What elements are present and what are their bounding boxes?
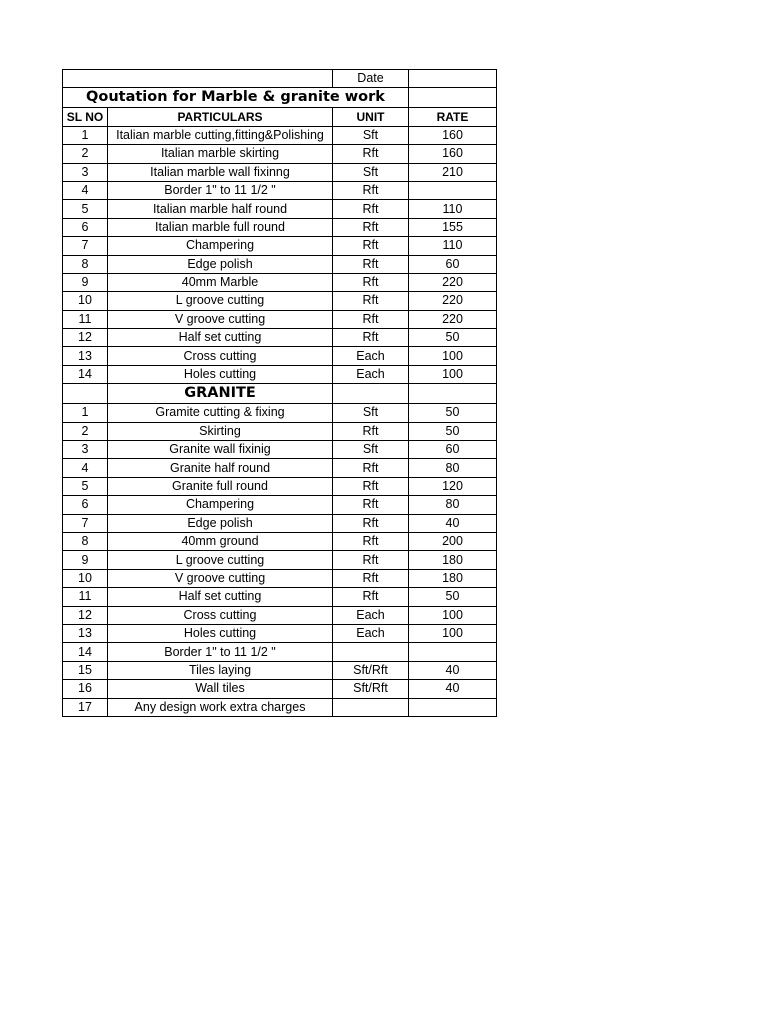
unit-cell[interactable]: Rft	[333, 273, 409, 291]
unit-cell[interactable]: Rft	[333, 292, 409, 310]
particular-cell[interactable]: Italian marble wall fixinng	[108, 163, 333, 181]
granite-heading-row	[63, 384, 497, 404]
rate-cell[interactable]: 60	[409, 255, 497, 273]
rate-cell[interactable]: 50	[409, 588, 497, 606]
table-row	[63, 477, 497, 495]
unit-cell[interactable]: Sft/Rft	[333, 680, 409, 698]
table-row	[63, 292, 497, 310]
unit-cell[interactable]: Rft	[333, 145, 409, 163]
particular-cell[interactable]: Cross cutting	[108, 347, 333, 365]
sl-no-cell[interactable]: 1	[63, 126, 108, 144]
table-row	[63, 422, 497, 440]
table-row	[63, 588, 497, 606]
unit-cell[interactable]: Rft	[333, 588, 409, 606]
sl-no-cell[interactable]: 8	[63, 255, 108, 273]
particular-cell[interactable]: Tiles laying	[108, 661, 333, 679]
unit-cell[interactable]: Rft	[333, 422, 409, 440]
column-header-row	[63, 108, 497, 126]
table-row	[63, 237, 497, 255]
table-row	[63, 365, 497, 383]
header-unit: UNIT	[333, 108, 409, 126]
particular-cell[interactable]: V groove cutting	[108, 569, 333, 587]
sl-no-cell[interactable]: 10	[63, 569, 108, 587]
date-row	[63, 70, 497, 88]
particular-cell[interactable]: Italian marble full round	[108, 218, 333, 236]
particular-cell[interactable]: Wall tiles	[108, 680, 333, 698]
table-row	[63, 255, 497, 273]
particular-cell[interactable]: Edge polish	[108, 514, 333, 532]
rate-cell[interactable]: 100	[409, 365, 497, 383]
table-row	[63, 514, 497, 532]
unit-cell[interactable]	[333, 698, 409, 716]
table-row	[63, 310, 497, 328]
granite-heading-blank-cell[interactable]	[63, 384, 108, 404]
table-row	[63, 273, 497, 291]
rate-cell[interactable]: 160	[409, 145, 497, 163]
rate-cell[interactable]: 60	[409, 441, 497, 459]
header-sl-no: SL NO	[63, 108, 108, 126]
rate-cell[interactable]: 50	[409, 404, 497, 422]
particular-cell[interactable]: Edge polish	[108, 255, 333, 273]
table-row	[63, 698, 497, 716]
unit-cell[interactable]: Sft	[333, 163, 409, 181]
sl-no-cell[interactable]: 9	[63, 273, 108, 291]
sl-no-cell[interactable]: 13	[63, 624, 108, 642]
date-label: Date	[333, 70, 409, 88]
particular-cell[interactable]: 40mm Marble	[108, 273, 333, 291]
particular-cell[interactable]: Italian marble half round	[108, 200, 333, 218]
date-value-cell[interactable]	[409, 70, 497, 88]
particular-cell[interactable]: Any design work extra charges	[108, 698, 333, 716]
particular-cell[interactable]: Champering	[108, 237, 333, 255]
sl-no-cell[interactable]: 4	[63, 181, 108, 199]
unit-cell[interactable]: Rft	[333, 569, 409, 587]
sl-no-cell[interactable]: 7	[63, 514, 108, 532]
rate-cell[interactable]: 40	[409, 514, 497, 532]
unit-cell[interactable]: Rft	[333, 514, 409, 532]
sl-no-cell[interactable]: 3	[63, 441, 108, 459]
rate-cell[interactable]: 110	[409, 200, 497, 218]
particular-cell[interactable]: L groove cutting	[108, 292, 333, 310]
unit-cell[interactable]: Rft	[333, 459, 409, 477]
quotation-title: Qoutation for Marble & granite work	[63, 88, 409, 108]
unit-cell[interactable]: Rft	[333, 551, 409, 569]
rate-cell[interactable]: 100	[409, 624, 497, 642]
unit-cell[interactable]: Rft	[333, 532, 409, 550]
table-row	[63, 404, 497, 422]
rate-cell[interactable]: 80	[409, 496, 497, 514]
unit-cell[interactable]: Rft	[333, 218, 409, 236]
unit-cell[interactable]: Rft	[333, 477, 409, 495]
rate-cell[interactable]: 50	[409, 329, 497, 347]
table-row	[63, 329, 497, 347]
table-row	[63, 181, 497, 199]
table-row	[63, 680, 497, 698]
table-row	[63, 551, 497, 569]
marble-section	[63, 126, 497, 383]
unit-cell[interactable]	[333, 643, 409, 661]
unit-cell[interactable]: Each	[333, 347, 409, 365]
title-row	[63, 88, 497, 108]
table-row	[63, 163, 497, 181]
sl-no-cell[interactable]: 13	[63, 347, 108, 365]
unit-cell[interactable]: Sft	[333, 441, 409, 459]
sl-no-cell[interactable]: 11	[63, 310, 108, 328]
unit-cell[interactable]: Rft	[333, 255, 409, 273]
rate-cell[interactable]: 220	[409, 273, 497, 291]
sl-no-cell[interactable]: 15	[63, 661, 108, 679]
unit-cell[interactable]: Rft	[333, 496, 409, 514]
sl-no-cell[interactable]: 6	[63, 218, 108, 236]
particular-cell[interactable]: Holes cutting	[108, 365, 333, 383]
table-row	[63, 459, 497, 477]
particular-cell[interactable]: Border 1" to 11 1/2 "	[108, 643, 333, 661]
unit-cell[interactable]: Each	[333, 606, 409, 624]
rate-cell[interactable]: 40	[409, 661, 497, 679]
date-row-blank-cell[interactable]	[63, 70, 333, 88]
table-row	[63, 569, 497, 587]
unit-cell[interactable]: Each	[333, 624, 409, 642]
particular-cell[interactable]: Italian marble cutting,fitting&Polishing	[108, 126, 333, 144]
quotation-table	[62, 69, 497, 717]
table-row	[63, 218, 497, 236]
rate-cell[interactable]	[409, 698, 497, 716]
table-row	[63, 606, 497, 624]
particular-cell[interactable]: 40mm ground	[108, 532, 333, 550]
sl-no-cell[interactable]: 2	[63, 422, 108, 440]
rate-cell[interactable]: 50	[409, 422, 497, 440]
sl-no-cell[interactable]: 14	[63, 643, 108, 661]
sl-no-cell[interactable]: 6	[63, 496, 108, 514]
title-row-blank-cell[interactable]	[409, 88, 497, 108]
granite-heading-blank-cell[interactable]	[333, 384, 409, 404]
table-row	[63, 441, 497, 459]
table-row	[63, 145, 497, 163]
sl-no-cell[interactable]: 16	[63, 680, 108, 698]
rate-cell[interactable]: 100	[409, 347, 497, 365]
unit-cell[interactable]: Rft	[333, 237, 409, 255]
sl-no-cell[interactable]: 3	[63, 163, 108, 181]
unit-cell[interactable]: Rft	[333, 181, 409, 199]
table-row	[63, 347, 497, 365]
unit-cell[interactable]: Sft	[333, 126, 409, 144]
rate-cell[interactable]: 160	[409, 126, 497, 144]
unit-cell[interactable]: Rft	[333, 200, 409, 218]
granite-section	[63, 404, 497, 717]
header-particulars: PARTICULARS	[108, 108, 333, 126]
unit-cell[interactable]: Sft	[333, 404, 409, 422]
header-rate: RATE	[409, 108, 497, 126]
table-row	[63, 661, 497, 679]
particular-cell[interactable]: Skirting	[108, 422, 333, 440]
rate-cell[interactable]: 155	[409, 218, 497, 236]
rate-cell[interactable]: 180	[409, 551, 497, 569]
rate-cell[interactable]: 210	[409, 163, 497, 181]
particular-cell[interactable]: Granite half round	[108, 459, 333, 477]
rate-cell[interactable]: 120	[409, 477, 497, 495]
table-row	[63, 643, 497, 661]
unit-cell[interactable]: Rft	[333, 310, 409, 328]
sl-no-cell[interactable]: 9	[63, 551, 108, 569]
particular-cell[interactable]: V groove cutting	[108, 310, 333, 328]
unit-cell[interactable]: Each	[333, 365, 409, 383]
sl-no-cell[interactable]: 11	[63, 588, 108, 606]
unit-cell[interactable]: Sft/Rft	[333, 661, 409, 679]
particular-cell[interactable]: Granite wall fixinig	[108, 441, 333, 459]
rate-cell[interactable]: 40	[409, 680, 497, 698]
rate-cell[interactable]: 180	[409, 569, 497, 587]
particular-cell[interactable]: Holes cutting	[108, 624, 333, 642]
sl-no-cell[interactable]: 10	[63, 292, 108, 310]
rate-cell[interactable]: 100	[409, 606, 497, 624]
particular-cell[interactable]: Half set cutting	[108, 588, 333, 606]
sl-no-cell[interactable]: 8	[63, 532, 108, 550]
particular-cell[interactable]: Italian marble skirting	[108, 145, 333, 163]
particular-cell[interactable]: Border 1" to 11 1/2 "	[108, 181, 333, 199]
table-row	[63, 624, 497, 642]
particular-cell[interactable]: Champering	[108, 496, 333, 514]
sl-no-cell[interactable]: 5	[63, 477, 108, 495]
unit-cell[interactable]: Rft	[333, 329, 409, 347]
particular-cell[interactable]: Granite full round	[108, 477, 333, 495]
particular-cell[interactable]: Gramite cutting & fixing	[108, 404, 333, 422]
granite-heading-blank-cell[interactable]	[409, 384, 497, 404]
sl-no-cell[interactable]: 12	[63, 606, 108, 624]
table-row	[63, 496, 497, 514]
granite-heading: GRANITE	[108, 384, 333, 404]
rate-cell[interactable]	[409, 181, 497, 199]
rate-cell[interactable]: 220	[409, 310, 497, 328]
sl-no-cell[interactable]: 12	[63, 329, 108, 347]
sl-no-cell[interactable]: 4	[63, 459, 108, 477]
table-row	[63, 532, 497, 550]
rate-cell[interactable]	[409, 643, 497, 661]
rate-cell[interactable]: 220	[409, 292, 497, 310]
table-row	[63, 126, 497, 144]
rate-cell[interactable]: 80	[409, 459, 497, 477]
sl-no-cell[interactable]: 5	[63, 200, 108, 218]
sl-no-cell[interactable]: 7	[63, 237, 108, 255]
sl-no-cell[interactable]: 17	[63, 698, 108, 716]
particular-cell[interactable]: Cross cutting	[108, 606, 333, 624]
table-row	[63, 200, 497, 218]
particular-cell[interactable]: L groove cutting	[108, 551, 333, 569]
sl-no-cell[interactable]: 14	[63, 365, 108, 383]
rate-cell[interactable]: 110	[409, 237, 497, 255]
rate-cell[interactable]: 200	[409, 532, 497, 550]
particular-cell[interactable]: Half set cutting	[108, 329, 333, 347]
sl-no-cell[interactable]: 1	[63, 404, 108, 422]
sl-no-cell[interactable]: 2	[63, 145, 108, 163]
